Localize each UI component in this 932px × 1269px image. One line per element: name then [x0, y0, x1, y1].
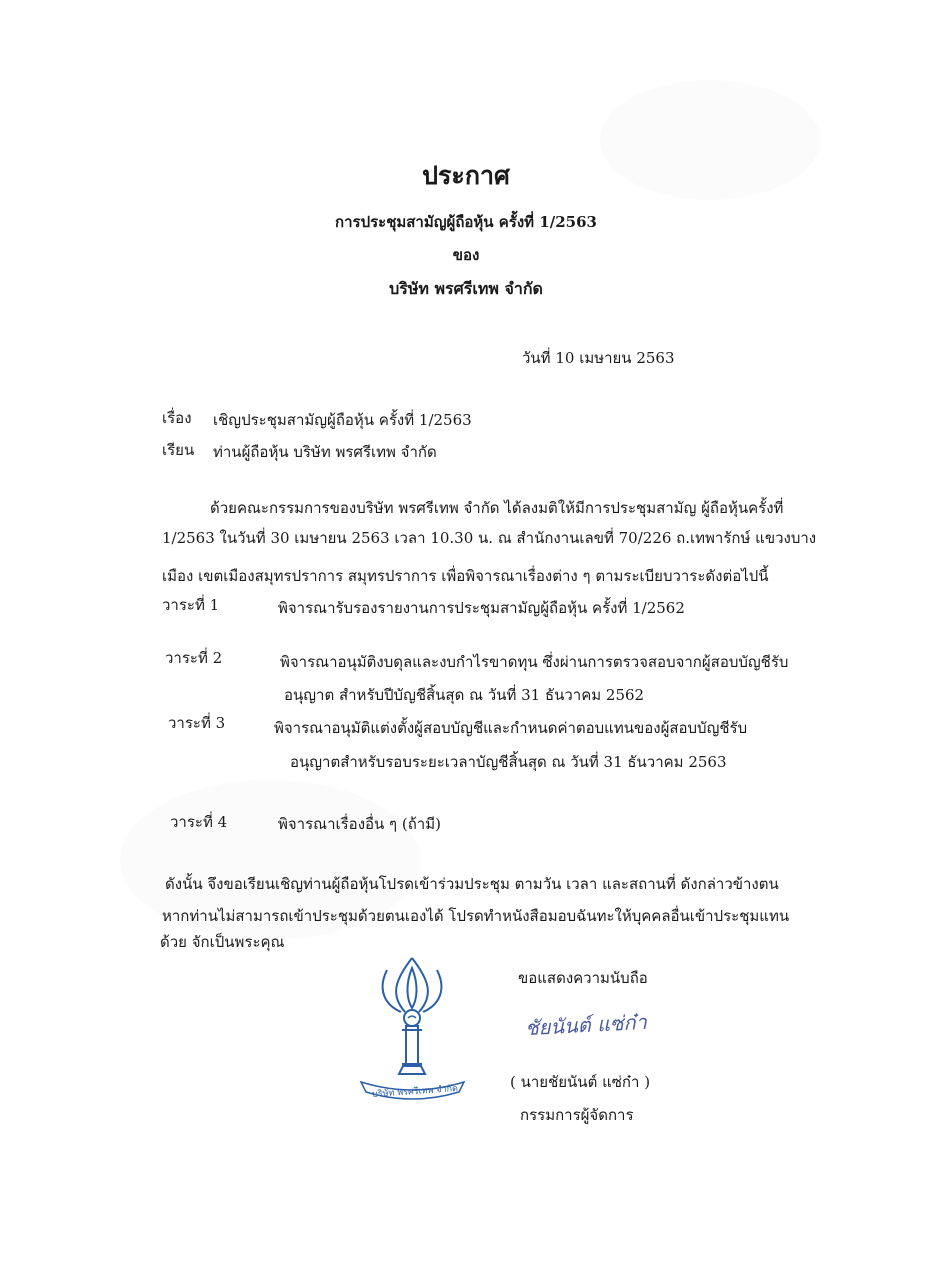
intro-line: เมือง เขตเมืองสมุทรปราการ สมุทรปราการ เพื่อพิจารณาเรื่องต่าง ๆ ตามระเบียบวาระดังต่อไปนี้ [162, 567, 769, 585]
company-seal-icon [355, 950, 470, 1100]
agenda-number: วาระที่ 4 [170, 813, 228, 831]
page-title: ประกาศ [422, 161, 510, 190]
regards-text: ขอแสดงความนับถือ [518, 969, 648, 987]
seal-ribbon-text: บริษัท พรศรีเทพ จำกัด [371, 1084, 459, 1100]
meeting-subtitle: การประชุมสามัญผู้ถือหุ้น ครั้งที่ 1/2563 [335, 213, 597, 231]
signer-name: ( นายชัยนันต์ แซ่ก๋า ) [510, 1073, 651, 1091]
to-text: ท่านผู้ถือหุ้น บริษัท พรศรีเทพ จำกัด [213, 443, 437, 461]
agenda-text: พิจารณาอนุมัติแต่งตั้งผู้สอบบัญชีและกำหนดค่าตอบแทนของผู้สอบบัญชีรับ [274, 719, 748, 737]
subject-label: เรื่อง [162, 409, 192, 427]
signer-position: กรรมการผู้จัดการ [520, 1106, 634, 1124]
agenda-number: วาระที่ 2 [165, 649, 223, 667]
agenda-number: วาระที่ 3 [168, 714, 226, 732]
to-label: เรียน [162, 441, 195, 459]
handwritten-signature: ชัยนันต์ แซ่ก๋า [524, 1009, 648, 1041]
closing-line: หากท่านไม่สามารถเข้าประชุมด้วยตนเองได้ โปรดทำหนังสือมอบฉันทะให้บุคคลอื่นเข้าประชุมแทน [162, 907, 790, 925]
announcement-date: วันที่ 10 เมษายน 2563 [522, 349, 675, 367]
of-label: ของ [452, 246, 480, 264]
agenda-text: พิจารณาอนุมัติงบดุลและงบกำไรขาดทุน ซึ่งผ่านการตรวจสอบจากผู้สอบบัญชีรับ [280, 653, 789, 671]
agenda-text: พิจารณารับรองรายงานการประชุมสามัญผู้ถือหุ้น ครั้งที่ 1/2562 [278, 599, 685, 617]
agenda-text: อนุญาต สำหรับปีบัญชีสิ้นสุด ณ วันที่ 31 ธันวาคม 2562 [284, 686, 645, 704]
agenda-text: อนุญาตสำหรับรอบระยะเวลาบัญชีสิ้นสุด ณ วันที่ 31 ธันวาคม 2563 [290, 753, 727, 771]
agenda-number: วาระที่ 1 [162, 596, 220, 614]
intro-line: ด้วยคณะกรรมการของบริษัท พรศรีเทพ จำกัด ได้ลงมติให้มีการประชุมสามัญ ผู้ถือหุ้นครั้งที่ [210, 499, 784, 517]
agenda-text: พิจารณาเรื่องอื่น ๆ (ถ้ามี) [278, 815, 441, 833]
intro-line: 1/2563 ในวันที่ 30 เมษายน 2563 เวลา 10.30 น. ณ สำนักงานเลขที่ 70/226 ถ.เทพารักษ์ แขวงบาง [162, 529, 817, 547]
subject-text: เชิญประชุมสามัญผู้ถือหุ้น ครั้งที่ 1/2563 [213, 411, 472, 429]
company-name: บริษัท พรศรีเทพ จำกัด [389, 279, 543, 298]
closing-line: ดังนั้น จึงขอเรียนเชิญท่านผู้ถือหุ้นโปรดเข้าร่วมประชุม ตามวัน เวลา และสถานที่ ดังกล่าวข้างตน [165, 875, 779, 893]
closing-line: ด้วย จักเป็นพระคุณ [160, 933, 285, 951]
